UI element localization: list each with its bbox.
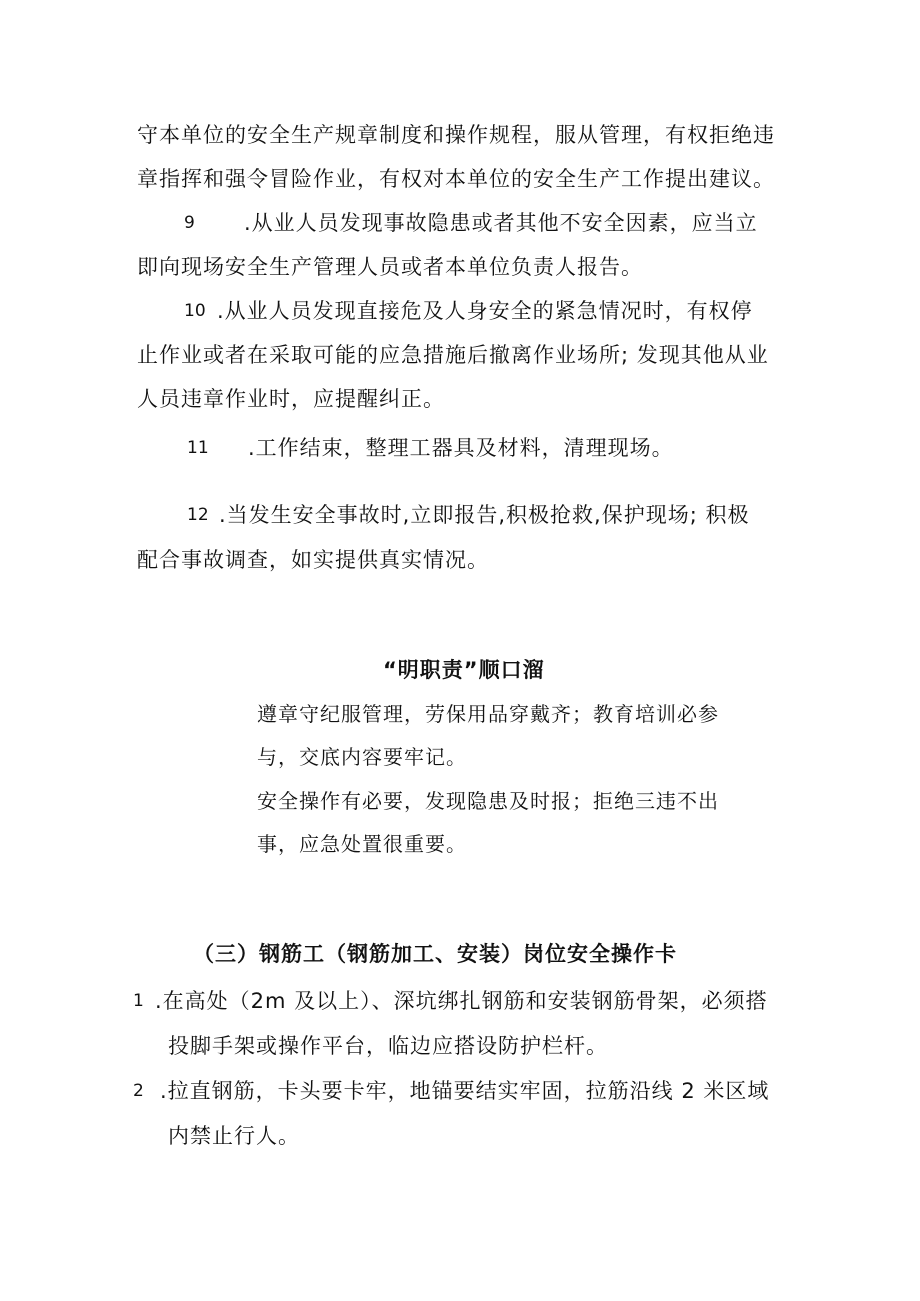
section-3-item-2-number: 2 xyxy=(133,1081,144,1101)
rhyme-title: “明职责”顺口溜 xyxy=(383,658,545,682)
rhyme-line-2: 与，交底内容要牢记。 xyxy=(257,745,467,769)
paragraph-continued-line-2: 章指挥和强令冒险作业，有权对本单位的安全生产工作提出建议。 xyxy=(137,167,775,191)
item-9-line-2: 即向现场安全生产管理人员或者本单位负责人报告。 xyxy=(137,255,643,279)
item-12-number: 12 xyxy=(187,505,209,525)
section-3-item-2-line-1: .拉直钢筋，卡头要卡牢，地锚要结实牢固，拉筋沿线 2 米区域 xyxy=(160,1079,770,1103)
section-3-item-1-number: 1 xyxy=(133,991,144,1011)
rhyme-line-4: 事，应急处置很重要。 xyxy=(257,832,467,856)
item-10-line-2: 止作业或者在采取可能的应急措施后撤离作业场所; 发现其他从业 xyxy=(137,343,769,367)
section-3-item-1-line-1: .在高处（2m 及以上）、深坑绑扎钢筋和安装钢筋骨架，必须搭 xyxy=(155,989,768,1013)
rhyme-line-1: 遵章守纪服管理，劳保用品穿戴齐；教育培训必参 xyxy=(257,702,719,726)
section-3-item-1-line-2: 投脚手架或操作平台，临边应搭设防护栏杆。 xyxy=(168,1034,608,1058)
item-9-line-1: .从业人员发现事故隐患或者其他不安全因素，应当立 xyxy=(244,211,758,235)
item-12-line-1: .当发生安全事故时,立即报告,积极抢救,保护现场; 积极 xyxy=(219,503,750,527)
item-10-line-1: .从业人员发现直接危及人身安全的紧急情况时，有权停 xyxy=(217,299,753,323)
section-3-title: （三）钢筋工（钢筋加工、安装）岗位安全操作卡 xyxy=(193,942,677,966)
paragraph-continued-line-1: 守本单位的安全生产规章制度和操作规程，服从管理，有权拒绝违 xyxy=(137,123,775,147)
item-11-number: 11 xyxy=(187,438,209,458)
item-11-line-1: .工作结束，整理工器具及材料，清理现场。 xyxy=(248,436,674,460)
item-9-number: 9 xyxy=(184,213,195,233)
section-3-item-2-line-2: 内禁止行人。 xyxy=(168,1124,300,1148)
item-12-line-2: 配合事故调查，如实提供真实情况。 xyxy=(137,548,489,572)
rhyme-line-3: 安全操作有必要，发现隐患及时报；拒绝三违不出 xyxy=(257,789,719,813)
item-10-line-3: 人员违章作业时，应提醒纠正。 xyxy=(137,387,445,411)
item-10-number: 10 xyxy=(184,301,206,321)
